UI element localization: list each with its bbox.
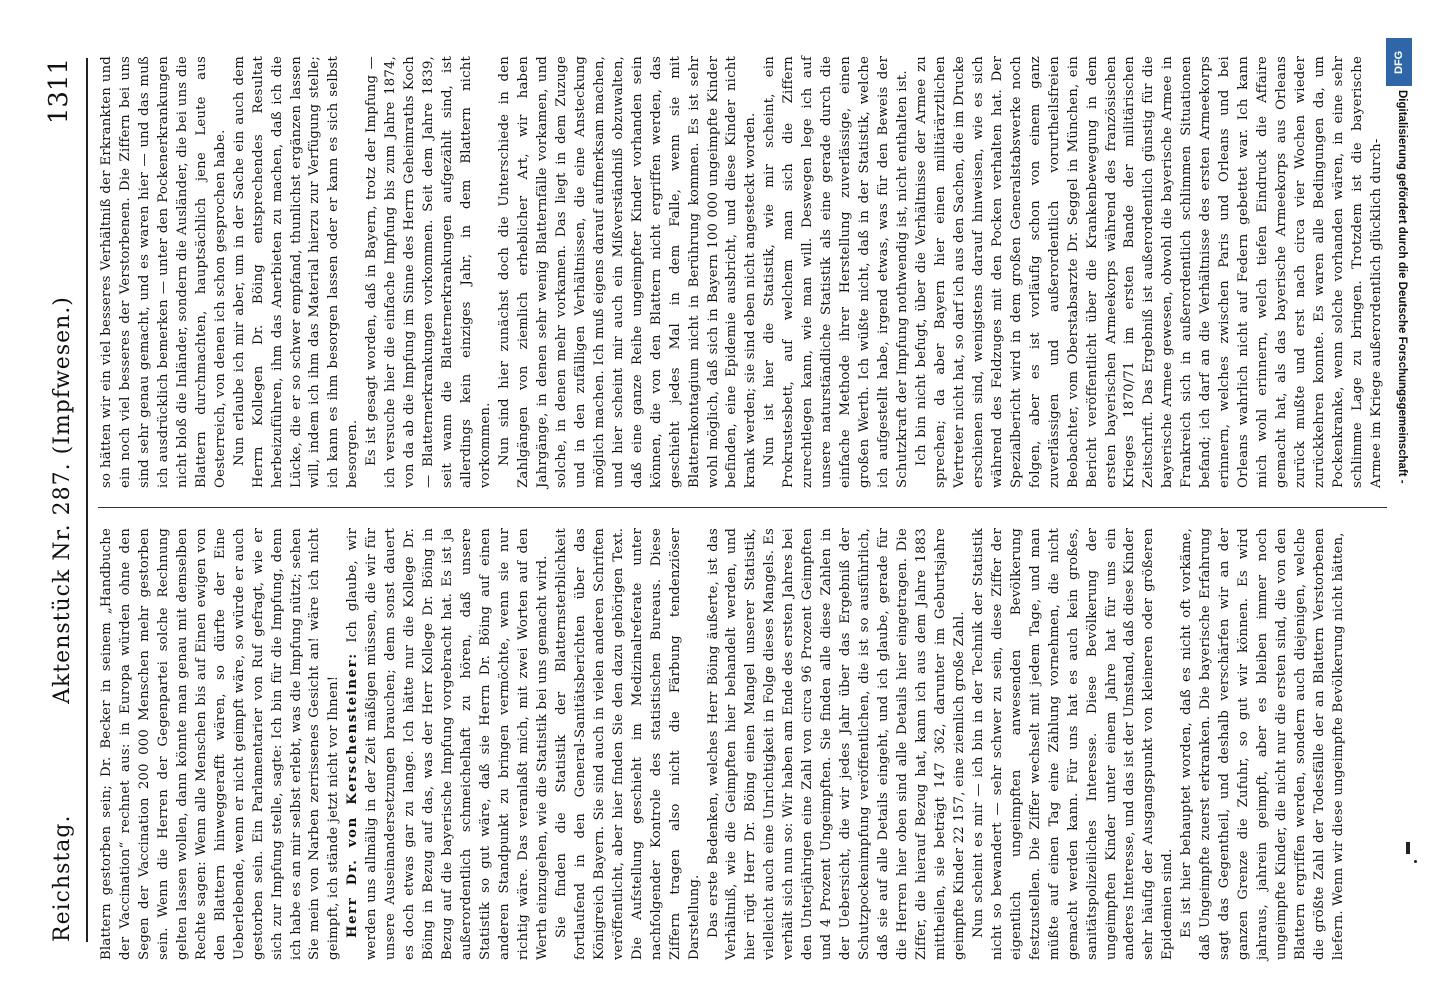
page-header — [44, 58, 84, 942]
left-column — [98, 528, 1391, 960]
scan-mark — [1406, 842, 1410, 854]
page-number: 1311 — [44, 58, 74, 125]
right-paragraph: Nun erlaube ich mir aber, um in der Sache ein auch dem Herrn Kollegen Dr. Böing entsprechendes Resultat herbeizuführen, ihm das Anerbieten zu machen, daß ich die Lücke, die er so schwer empfand, thunlichst ergänzen lassen will, indem ich ihm das Material hierzu zur Verfügung stelle; ich kann es ihm besorgen lassen oder er kann es sich selbst besorgen. — [231, 56, 361, 488]
right-column — [98, 56, 1391, 488]
speaker-name: Herr Dr. von Kerschensteiner: — [345, 652, 361, 938]
left-paragraph: Blattern gestorben sein; Dr. Becker in seinem „Handbuche der Vaccination“ rechnet aus: in Europa würden ohne den Segen der Vaccination 200 000 Menschen mehr gestorben sein. Wenn die Herren der Gegenpartei solche Rechnung gelten lassen wollen, dann könnte man genau mit demselben Rechte sagen: Wenn alle Menschen bis auf Einen ewigen von den Blattern hinweggerafft wären, so dürfte der Eine Ueberlebende, wenn er nicht geimpft wäre, so würde er auch gestorben sein. Ein Parlamentarier von Ruf gefragt, wie er sich zur Impfung stelle, sagte: Ich bin für die Impfung, denn ich habe es an mir selbst erlebt, was die Impfung nützt; sehen Sie mein von Narben zerrissenes Gesicht an! wäre ich nicht geimpft, ich stände jetzt nicht vor Ihnen! — [99, 528, 342, 960]
header-left: Reichstag. — [50, 814, 75, 942]
right-paragraph: Nun ist hier die Statistik, wie mir scheint, ein Prokrustesbett, auf welchem man sich die Ziffern zurechtlegen kann, wie man will. Deswegen lege ich auf unsere naturständliche Statistik als eine gerade durch die einfache Methode ihrer Herstellung zuverlässige, einen großen Werth. Ich wüßte nicht, daß in der Statistik, welche ich aufgestellt habe, irgend etwas, was für den Beweis der Schutzkraft der Impfung nothwendig ist, nicht enthalten ist. — [762, 56, 911, 488]
header-rule — [86, 58, 88, 942]
scan-mark — [1414, 860, 1417, 863]
column-divider — [98, 507, 1387, 508]
left-paragraph: Nun scheint es mir — ich bin in der Technik der Statistik nicht so bewandert — sehr schwer zu sein, diese Ziffer der eigentlich ungeimpften anwesenden Bevölkerung festzustellen. Die Ziffer wechselt mit jedem Tage, und man müßte auf einen Tag eine Zählung vornehmen, die nicht gemacht werden kann. Für uns hat es auch kein großes, sanitätspolizeiliches Interesse. Diese Bevölkerung der ungeimpften Kinder unter einem Jahre hat für uns ein anderes Interesse, und das ist der Umstand, daß diese Kinder sehr häufig der Ausgangspunkt von kleineren oder größeren Epidemien sind. — [970, 528, 1176, 960]
left-paragraph-speaker — [344, 528, 552, 960]
header-center: Aktenstück Nr. 287. (Impfwesen.) — [50, 296, 75, 704]
left-paragraph: Sie finden die Statistik der Blatternsterblichkeit fortlaufend in den General-Sanitätsberichten über das Königreich Bayern. Sie sind auch in vielen anderen Schriften veröffentlicht, aber hier finden Sie den dazu gehörigen Text. Die Aufstellung geschieht im Medizinalreferate unter nachfolgender Kontrole des statistischen Bureaus. Diese Ziffern tragen also nicht die Färbung tendenziöser Darstellung. — [553, 528, 702, 960]
rotated-page — [40, 0, 1395, 1000]
dfg-logo: DFG — [1386, 38, 1412, 86]
left-paragraph: Es ist hier behauptet worden, daß es nicht oft vorkäme, daß Ungeimpfte zuerst erkranken. Die bayerische Erfahrung sagt das Gegentheil, und deshalb verschärfen wir an der ganzen Grenze die Zufuhr, so gut wir können. Es wird jahraus, jahrein geimpft, aber es bleiben immer noch ungeimpfte Kinder, die nicht nur die ersten sind, die von den Blattern ergriffen werden, sondern auch diejenigen, welche die größte Zahl der Todesfälle der an Blattern Verstorbenen liefern. Wenn wir diese ungeimpfte Bevölkerung nicht hätten, — [1179, 528, 1346, 960]
dfg-caption-text: Digitalisierung gefördert durch die Deutsche Forschungsgemeinschaft - — [1396, 90, 1408, 484]
speaker-text: Ich glaube, wir werden uns allmälig in der Zeit mäßigen müssen, die wir für unsere Auseinandersetzungen brauchen; denn sonst dauert es doch etwas gar zu lange. Ich hätte nur die Kollege Dr. Böing in Bezug auf das, was der Herr Kollege Dr. Böing in Bezug auf die bayerische Impfung vorgebracht hat. Es ist ja außerordentlich schmeichelhaft zu hören, daß unsere Statistik so gut wäre, daß sie Herrn Dr. Böing auf einen anderen Standpunkt zu bringen vermöchte, wenn sie nur richtig wäre. Das veranlaßt mich, mit zwei Worten auf den Werth einzugehen, wie die Statistik bei uns gemacht wird. — [345, 528, 550, 960]
right-paragraph: Nun sind hier zunächst doch die Unterschiede in den Zahlgängen von ziemlich erheblicher Art, wir haben Jahrgänge, in denen sehr wenig Blatternfälle vorkamen, und solche, in denen mehr vorkamen. Das liegt in dem Zuzuge und in den zufälligen Verhältnissen, die eine Ansteckung möglich machen. Ich muß eigens darauf aufmerksam machen, und hier scheint mir auch ein Mißverständniß obzuwalten, daß eine ganze Reihe ungeimpfter Kinder vorhanden sein können, die von den Blattern nicht ergriffen werden, das geschieht jedes Mal in dem Falle, wenn sie mit Blatternkontagium nicht in Berührung kommen. Es ist sehr wohl möglich, daß sich in Bayern 100 000 ungeimpfte Kinder befinden, eine Epidemie ausbricht, und diese Kinder nicht krank werden; sie sind eben nicht angesteckt worden. — [497, 56, 759, 488]
right-paragraph: Ich bin nicht befugt, über die Verhältnisse der Armee zu sprechen; da aber Bayern hier einen militärärztlichen Vertreter nicht hat, so darf ich aus den Sachen, die im Drucke erschienen sind, wenigstens darauf hinweisen, wie es sich während des Feldzuges mit den Pocken verhalten hat. Der Spezialbericht wird in dem großen Generalstabswerke noch folgen, aber es ist vorläufig schon von einem ganz zuverlässigen und außerordentlich vorurtheilsfreien Beobachter, vom Oberstabsarzte Dr. Seggel in München, ein Bericht veröffentlicht über die Krankenbewegung in dem ersten bayerischen Armeekorps während des französischen Krieges 1870/71 im ersten Bande der militärischen Zeitschrift. Das Ergebniß ist außerordentlich günstig für die bayerische Armee gewesen, obwohl die bayerische Armee in Frankreich sich in außerordentlich schlimmen Situationen befand; ich darf an die Verhältnisse des ersten Armeekorps erinnern, welches zwischen Paris und Orleans und bei Orleans wahrlich nicht auf Federn gebettet war. Ich kann mich wohl erinnern, welch tiefen Eindruck die Affaire gemacht hat, als das bayerische Armeekorps aus Orleans zurück mußte und erst nach circa vier Wochen wieder zurückkehren konnte. Es waren alle Bedingungen da, um Pockenkranke, wenn solche vorhanden wären, in eine sehr schlimme Lage zu bringen. Trotzdem ist die bayerische Armee im Kriege außerordentlich glücklich durch- — [913, 56, 1384, 488]
right-paragraph: Es ist gesagt worden, daß in Bayern, trotz der Impfung — ich versuche hier die einfache Impfung bis zum Jahre 1874, von da ab die Impfung im Sinne des Herrn Geheimraths Koch — Blatternerkrankungen vorkommen. Seit dem Jahre 1839, seit wann die Blatternerkrankungen aufgezählt sind, ist allerdings kein einziges Jahr, in dem Blattern nicht vorkommen. — [364, 56, 494, 488]
left-paragraph: Das erste Bedenken, welches Herr Böing äußerte, ist das Verhältniß, wie die Geimpften hier behandelt werden, und hier rügt Herr Dr. Böing einen Mangel unserer Statistik, vielleicht auch eine Unrichtigkeit in Folge dieses Mangels. Es verhält sich nun so: Wir haben am Ende des ersten Jahres bei den Unterjährigen eine Zahl von circa 96 Prozent Geimpften und 4 Prozent Ungeimpften. Sie finden alle diese Zahlen in der Uebersicht, die wir jedes Jahr über das Ergebniß der Schutzpockenimpfung veröffentlichen, die ist so ausführlich, daß sie auf alle Details eingeht, und ich glaube, gerade für die Herren hier oben sind alle Details hier eingetragen. Die Ziffer, die hierauf Bezug hat, kann ich aus dem Jahre 1883 mittheilen, sie beträgt 147 362, darunter im Geburtsjahre geimpfte Kinder 22 157, eine ziemlich große Zahl. — [705, 528, 967, 960]
dfg-side-caption — [1386, 50, 1418, 950]
right-paragraph: so hätten wir ein viel besseres Verhältniß der Erkrankten und ein noch viel besseres der Verstorbenen. Die Ziffern bei uns sind sehr genau gemacht, und es waren hier — und das muß ich ausdrücklich bemerken — unter den Pockenerkrankungen nicht bloß die Inländer, sondern die Ausländer, die bei uns die Blattern durchmachten, hauptsächlich jene Leute aus Oesterreich, von denen ich schon gesprochen habe. — [99, 56, 228, 488]
